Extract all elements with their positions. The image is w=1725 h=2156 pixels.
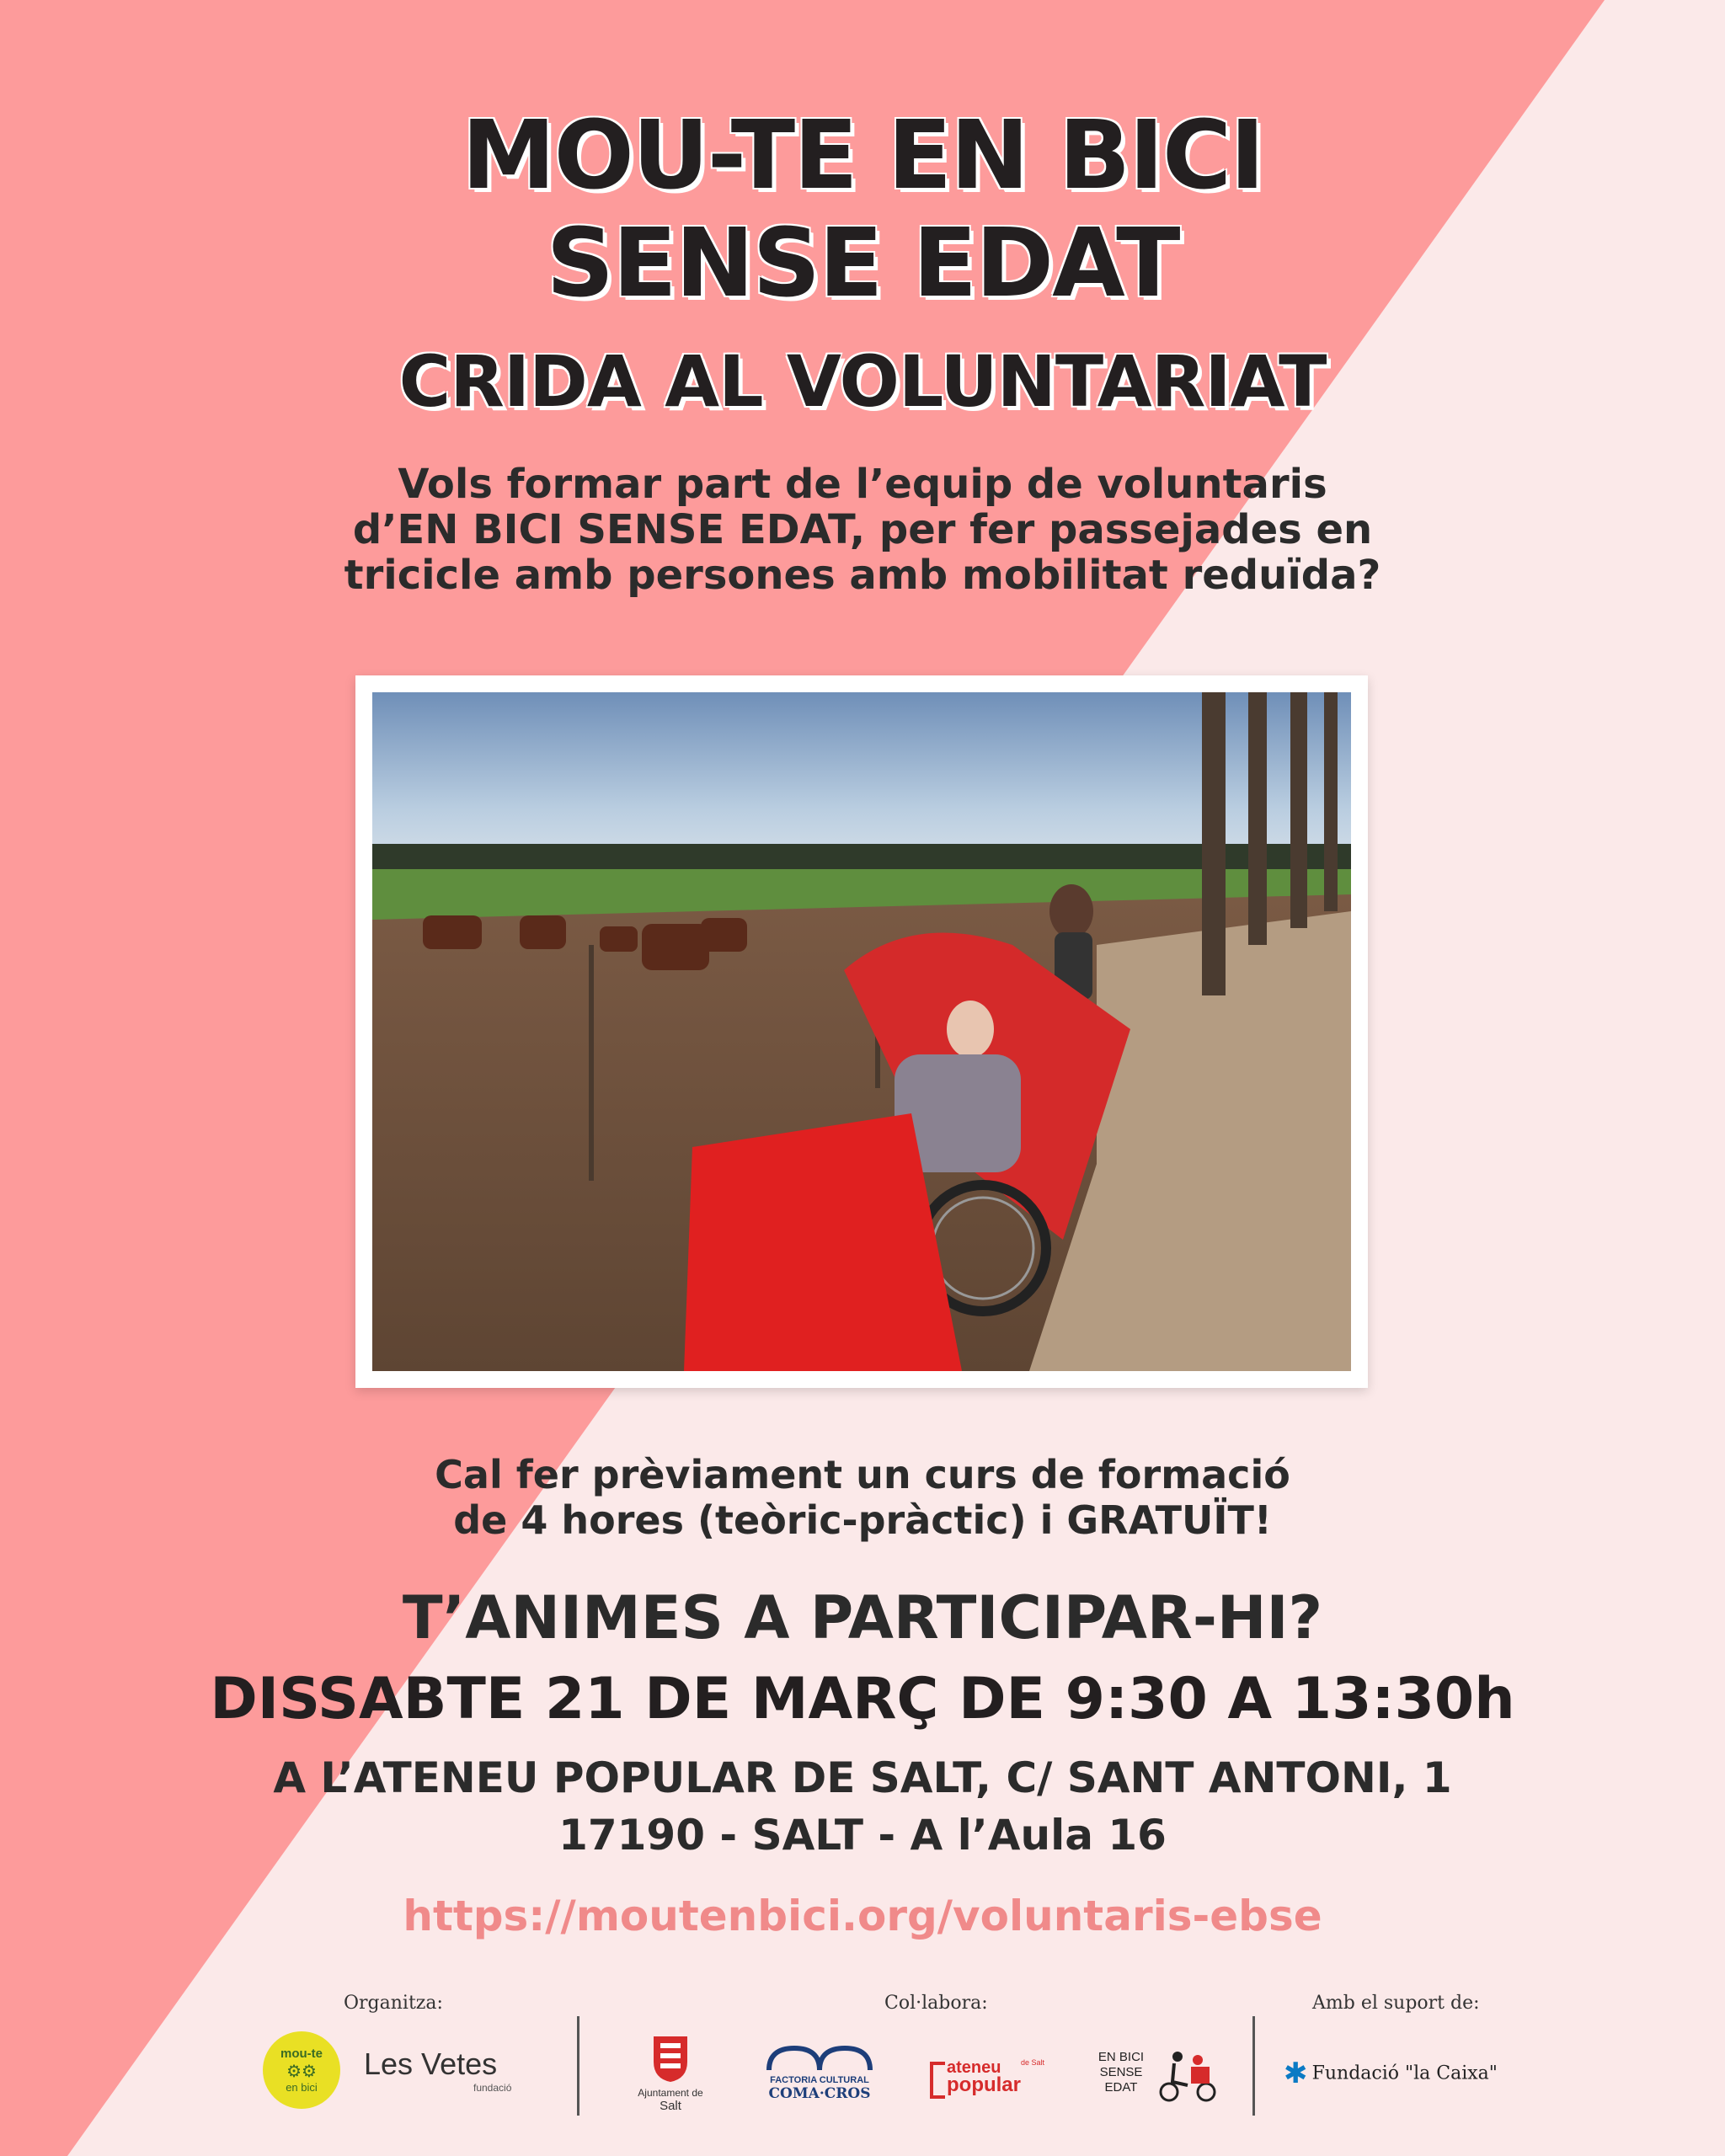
training-note <box>0 1452 1725 1543</box>
ebse-text: EDAT <box>1104 2080 1138 2095</box>
ebse-text: SENSE <box>1099 2065 1143 2079</box>
ajuntament-text: Ajuntament de <box>638 2087 703 2099</box>
note-line: de 4 hores (teòric-pràctic) i GRATUÏT! <box>453 1497 1272 1543</box>
photo-frame <box>355 675 1368 1388</box>
moute-logo-text: mou-te <box>280 2047 323 2061</box>
les-vetes-logo <box>364 2047 511 2094</box>
arches-icon <box>765 2045 874 2072</box>
fundacio-la-caixa-logo <box>1284 2057 1498 2090</box>
en-bici-sense-edat-logo <box>1092 2048 1226 2107</box>
trishaw-icon <box>1157 2048 1220 2102</box>
collabora-label: Col·labora: <box>884 1993 988 2014</box>
event-address-line-1: A L’ATENEU POPULAR DE SALT, C/ SANT ANTONI, 1 <box>273 1753 1452 1802</box>
factoria-text: FACTORIA CULTURAL <box>770 2075 869 2085</box>
photo-trishaw-ride <box>372 692 1351 1371</box>
factoria-cultural-logo <box>756 2045 883 2102</box>
note-line: Cal fer prèviament un curs de formació <box>435 1452 1290 1497</box>
moute-en-bici-logo <box>263 2031 340 2109</box>
les-vetes-sub: fundació <box>473 2082 512 2094</box>
ajuntament-salt-logo <box>620 2030 721 2113</box>
ateneu-text: ateneu <box>947 2058 1001 2077</box>
shield-icon <box>650 2030 691 2084</box>
call-to-action: T’ANIMES A PARTICIPAR-HI? <box>402 1583 1323 1652</box>
event-address-line-2: 17190 - SALT - A l’Aula 16 <box>558 1811 1167 1860</box>
question-text <box>0 462 1725 598</box>
ateneu-popular-logo <box>930 2058 1060 2095</box>
organitza-label: Organitza: <box>344 1993 443 2014</box>
title-line-1: MOU-TE EN BICI <box>462 101 1263 211</box>
title-line-2: SENSE EDAT <box>546 209 1179 318</box>
bracket-icon <box>930 2062 945 2099</box>
event-date: DISSABTE 21 DE MARÇ DE 9:30 A 13:30h <box>210 1666 1515 1732</box>
star-icon: ✱ <box>1284 2057 1308 2090</box>
caixa-text: Fundació "la Caixa" <box>1311 2063 1498 2084</box>
bike-icon: ⚙⚙ <box>286 2061 317 2081</box>
ateneu-sub: de Salt <box>1021 2058 1045 2067</box>
ajuntament-text: Salt <box>660 2099 681 2113</box>
question-line: Vols formar part de l’equip de voluntaris <box>398 461 1327 508</box>
registration-link[interactable]: https://moutenbici.org/voluntaris-ebse <box>403 1892 1322 1940</box>
suport-label: Amb el suport de: <box>1312 1993 1480 2014</box>
footer-divider <box>1252 2016 1255 2116</box>
moute-logo-text: en bici <box>286 2081 318 2094</box>
ebse-text: EN BICI <box>1097 2050 1145 2064</box>
ateneu-text: popular <box>947 2073 1021 2096</box>
factoria-text: COMA·CROS <box>768 2085 871 2102</box>
footer-divider <box>577 2016 579 2116</box>
question-line: tricicle amb persones amb mobilitat reduïda? <box>344 552 1381 599</box>
les-vetes-text: Les Vetes <box>364 2047 498 2081</box>
subtitle: CRIDA AL VOLUNTARIAT <box>398 340 1327 423</box>
question-line: d’EN BICI SENSE EDAT, per fer passejades en <box>352 506 1373 553</box>
